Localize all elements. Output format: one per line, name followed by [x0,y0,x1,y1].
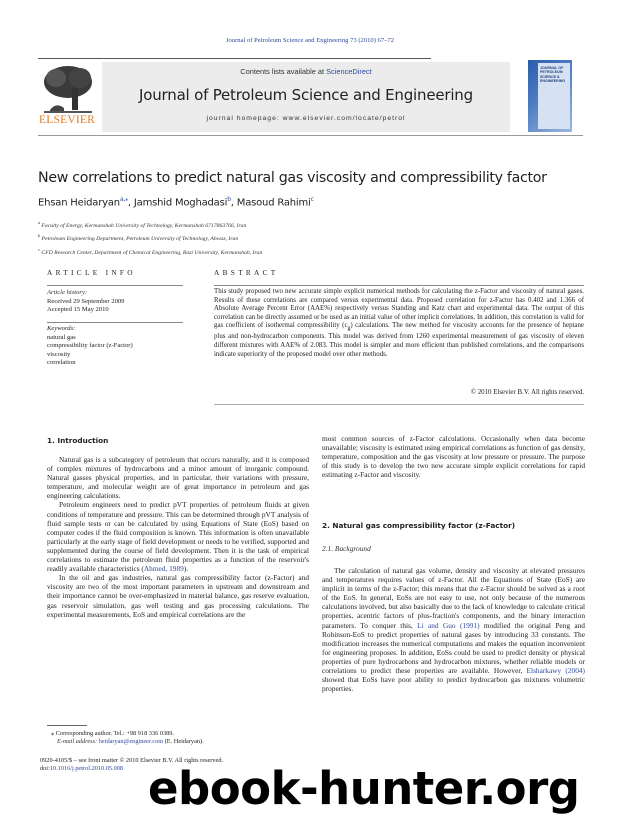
subscript: g [347,325,351,332]
author-name[interactable]: Ehsan Heidaryan [38,197,120,209]
issn-line: 0920-4105/$ – see front matter © 2010 Elsevier B.V. All rights reserved. [40,757,224,764]
section-heading-introduction: 1. Introduction [47,436,109,445]
paragraph-text: ). [183,564,189,574]
author-separator: , [230,197,237,209]
paragraph [47,500,309,573]
divider [214,285,584,286]
watermark-text: ebook-hunter.org [148,762,580,815]
article-title: New correlations to predict natural gas viscosity and compressibility factor [38,170,547,186]
elsevier-wordmark: ELSEVIER [39,114,95,126]
divider [47,322,183,323]
contents-line [102,67,510,76]
author-name[interactable]: Jamshid Moghadasi [133,197,228,209]
elsevier-logo[interactable] [38,62,96,132]
section-heading-z-factor: 2. Natural gas compressibility factor (z-Factor) [322,521,516,530]
keywords [47,325,197,368]
left-column-body [47,455,309,619]
sciencedirect-link[interactable]: ScienceDirect [326,67,372,76]
abstract-copyright: © 2010 Elsevier B.V. All rights reserved. [470,389,584,396]
paragraph: most common sources of z-Factor calculations. Occasionally when data become unavailable; viscosity is estimated using empirical correlations as function of gas density, temperature, composition and the gas viscosity at low pressure or pressure. The purpose of this study is to develop the two new accurate simple explicit correlations for rapid estimating z-Factor and viscosity. [322,434,585,480]
footnote-mark: ⁎ [51,730,55,737]
abstract-heading: ABSTRACT [214,268,279,277]
cover-title [540,66,570,83]
paragraph-text: showed that EoSs have poor ability to predict hydrocarbon gas mixtures volumetric properties. [322,675,585,694]
journal-cover-thumbnail[interactable] [528,60,572,132]
journal-banner [102,62,510,132]
paragraph [322,566,585,693]
cover-line: ENGINEERING [540,78,566,83]
accepted-date: Accepted 15 May 2010 [47,306,109,314]
email-label: E-mail address: [57,738,98,746]
affiliation-mark: a [38,220,40,225]
affiliation-item [38,245,598,258]
abstract-text-part: ) calculations. The new method for viscosity accounts for the presence of heptane plus and non-hydrocarbon components. This model was derived from 1260 experimental measurement of gas viscosity of eleven different mixtures with AAE% of 2.083. This model is simpler and more efficient than published correlations, and the comparisons indicate superiority of the proposed model over other methods. [214,322,584,358]
cover-line: SCIENCE & [540,74,560,79]
affiliation-mark: b [38,233,41,239]
doi-prefix: doi: [40,765,50,773]
cover-line: JOURNAL OF [540,66,564,70]
author-affil-mark[interactable]: c [310,196,314,203]
affiliations [38,218,598,258]
article-info-heading: ARTICLE INFO [47,268,136,277]
affiliation-text: Petroleum Engineering Department, Petroleum University of Technology, Ahwaz, Iran [41,236,239,243]
history-label: Article history: [47,289,88,296]
running-head[interactable]: Journal of Petroleum Science and Engineering 73 (2010) 67–72 [225,37,395,44]
article-history [47,289,187,315]
author-name[interactable]: Masoud Rahimi [236,197,311,209]
masthead-top-rule [38,58,431,59]
author-separator: , [127,197,134,209]
citation-link[interactable]: Li and Guo (1991) [417,620,480,630]
journal-title: Journal of Petroleum Science and Engineering [139,86,473,104]
paragraph: Natural gas is a subcategory of petroleum that occurs naturally, and it is composed of complex mixtures of hydrocarbons and a minor amount of inorganic compound. Natural gasses physical properties, and in particular, their variations with pressure, temperature, and molecular weight are of great importance in petroleum and gas engineering calculations. [47,455,309,501]
received-date: Received 29 September 2009 [47,297,125,305]
keyword-item[interactable]: viscosity [47,350,71,358]
author-affil-mark[interactable]: a,⁎ [119,196,128,203]
affiliation-text: CFD Research Center, Department of Chemical Engineering, Razi University, Kermanshah, Iran [41,249,263,256]
masthead-bottom-rule [38,135,583,136]
footnote-text: Corresponding author. Tel.: +98 918 336 0389. [55,730,174,737]
keywords-label: Keywords: [47,325,76,332]
subsection-heading-background: 2.1. Background [322,544,371,553]
footnote [51,730,311,747]
paragraph-text: Petroleum engineers need to predict pVT properties of petroleum fluids at given conditions of temperature and pressure. This can be determined through pVT analysis of fluid sample tests or can be calculated by using Equations of State (EoS) based on computer codes if the fluid composition is known. This information is often unavailable particularly at the early stage of field development or needs to be verified, supported and supplemented during the course of field development. Then it is the task of empirical correlations to estimate the petroleum fluid properties as a function of the reservoir's readily available characteristics ( [47,500,309,574]
journal-homepage[interactable]: journal homepage: www.elsevier.com/locate/petrol [206,115,406,122]
keyword-item[interactable]: correlation [47,359,76,367]
cover-line: PETROLEUM [540,70,563,75]
paragraph-text: modified the original Peng and Robinson-EoS to predict properties of natural gases by introducing 33 constants. The modification increases the numerical computations and makes the equation inconvenient for engineering proposes. In addition, EoSs could be used to predict density or physical properties of pure hydrocarbons and hydrocarbon mixtures, whether reliable models or correlations to predict these properties are available. However, [322,620,585,676]
divider [214,404,584,405]
divider [47,285,183,286]
abstract-text [214,288,584,359]
elsevier-tree-icon [42,64,94,114]
paragraph-text: The calculation of natural gas volume, density and viscosity at elevated pressures and temperatures requires values of z-Factor. All the Equations of State (EoS) are implicit in terms of the z-Factor; this means that the z-Factor should be solved as a root of the EoS. In general, EoSs are not easy to use, not only because of the numerous calculations involved, but also basically due to the lack of knowledge to calculate critical properties, acentric factors of plus-fraction's components, and the binary interaction parameters. To conquer this, [322,566,585,630]
contents-prefix: Contents lists available at [240,67,327,76]
abstract-text-part: This study proposed two new accurate simple explicit numerical methods for calculating the z-Factor and viscosity of natural gases. Results of these correlations are compared versus experimental data. Proposed correlation for z-Factor has 0.402 and 1.366 of Absolute Average Percent Error (AAE%) respectively versus Standing and Katz chart and experimental data. The output of this correlation can be directly assumed or be used as an initial value of other implicit correlations. In addition, this correlation is valid for gas coefficient of isothermal compressibility (c [214,288,584,330]
footnote-rule [47,725,87,726]
affiliation-mark: c [38,246,40,252]
author-affil-mark[interactable]: b [227,196,231,203]
keyword-item[interactable]: compressibility factor (z-Factor) [47,342,133,350]
citation-link[interactable]: Ahmed, 1989 [143,564,184,574]
paragraph: In the oil and gas industries, natural gas compressibility factor (z-Factor) and viscosity are two of the most important parameters in upstream and downstream and their importance cannot be over-emphasized in material balance, gas reserve evaluation, gas reservoir simulation, gas well testing and gas processing calculations. The experimental measurements, EoS and empirical correlations are the [47,573,309,619]
author-list [38,196,598,208]
email-link[interactable]: heidaryan@engineer.com [98,738,164,746]
affiliation-item [38,231,598,244]
right-column-body [322,434,585,479]
doi-link[interactable]: 10.1016/j.petrol.2010.05.008 [49,765,124,773]
affiliation-text: Faculty of Energy, Kermanshah University of Technology, Kermanshah 6717863766, Iran [41,222,247,229]
affiliation-item [38,218,598,231]
citation-link[interactable]: Elsharkawy (2004) [526,666,585,676]
keyword-item[interactable]: natural gas [47,333,76,341]
background-body [322,566,585,693]
email-suffix: (E. Heidaryan). [163,738,204,746]
